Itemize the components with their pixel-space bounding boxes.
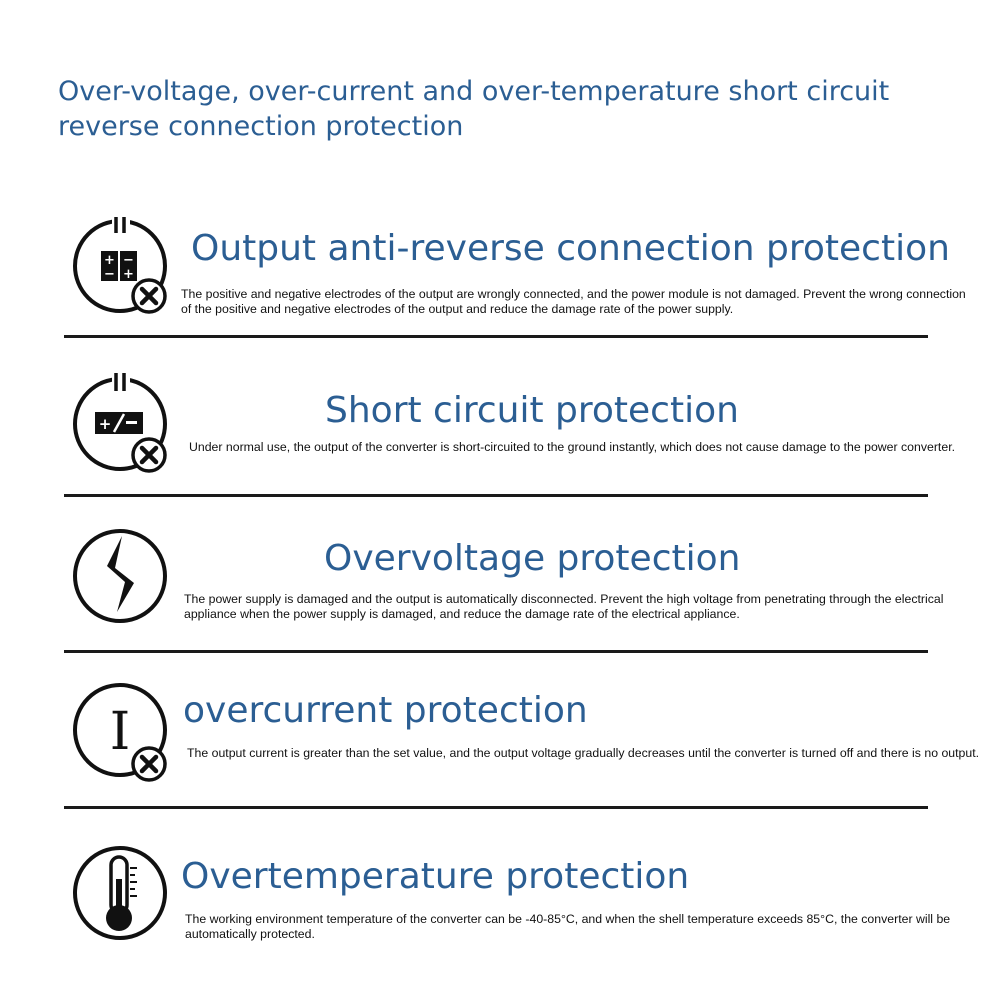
page-title: Over-voltage, over-current and over-temperature short circuit reverse connection protection — [58, 76, 890, 142]
section-description: Under normal use, the output of the converter is short-circuited to the ground instantly, which does not cause damage to the power converter. — [189, 440, 956, 454]
divider — [64, 335, 928, 338]
thermometer-icon — [72, 844, 172, 944]
divider — [64, 494, 928, 497]
section-heading: Overtemperature protection — [181, 856, 690, 897]
section-description: The positive and negative electrodes of the output are wrongly connected, and the power module is not damaged. Prevent the wrong connection of the positive and negative electrodes of the output and reduce the damage rate of the power supply. — [181, 287, 966, 316]
section-description: The working environment temperature of the converter can be -40-85°C, and when the shell temperature exceeds 85°C, the converter will be automatically protected. — [185, 912, 951, 941]
svg-text:+: + — [98, 415, 112, 433]
section-heading: Output anti-reverse connection protection — [191, 228, 950, 269]
battery-reverse-icon — [72, 217, 172, 317]
divider — [64, 650, 928, 653]
current-icon-symbol: I — [109, 702, 131, 762]
section-description: The power supply is damaged and the output is automatically disconnected. Prevent the high voltage from penetrating through the electrical appliance when the power supply is damaged, and reduce the damage rate of the electrical appliance. — [184, 592, 944, 621]
svg-text:+: + — [123, 267, 134, 282]
section-heading: overcurrent protection — [183, 690, 588, 731]
section-heading: Overvoltage protection — [324, 538, 741, 579]
short-circuit-icon — [72, 373, 172, 473]
current-icon — [72, 683, 172, 783]
section-heading: Short circuit protection — [325, 390, 739, 431]
divider — [64, 806, 928, 809]
section-description: The output current is greater than the set value, and the output voltage gradually decreases until the converter is turned off and there is no output. — [187, 746, 980, 760]
svg-text:+: + — [104, 253, 115, 268]
lightning-icon — [72, 526, 172, 626]
svg-text:−: − — [123, 253, 134, 268]
svg-text:−: − — [104, 267, 115, 282]
